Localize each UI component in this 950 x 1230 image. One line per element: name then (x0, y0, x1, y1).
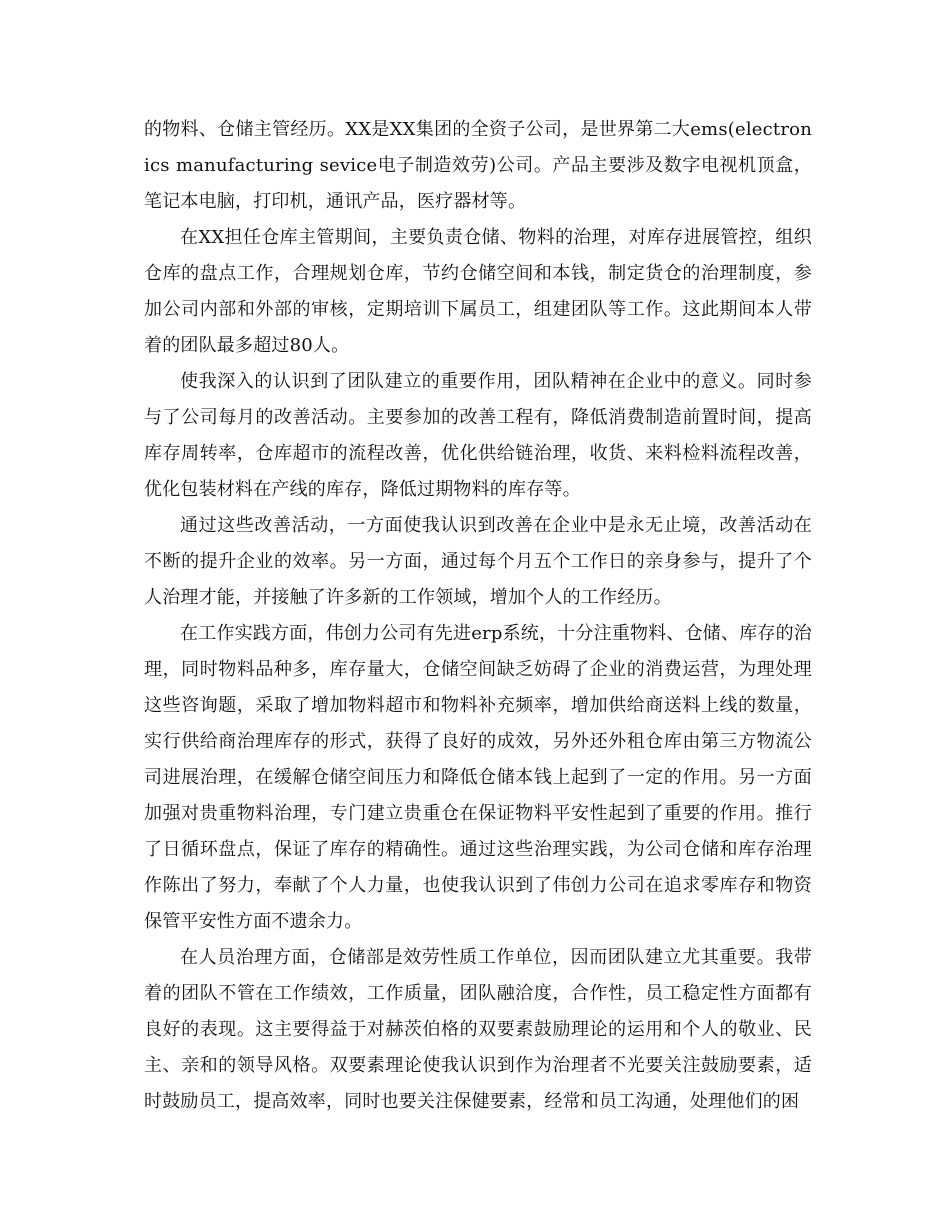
paragraph-1: 的物料、仓储主管经历。XX是XX集团的全资子公司，是世界第二大ems(electronics manufacturing sevice电子制造效劳)公司。产品主要涉及数字电视机顶盒，笔记本电脑，打印机，通讯产品，医疗器材等。 (144, 119, 812, 212)
paragraph-5: 在工作实践方面，伟创力公司有先进erp系统，十分注重物料、仓储、库存的治理，同时物料品种多，库存量大，仓储空间缺乏妨碍了企业的消费运营，为理处理这些咨询题，采取了增加物料超市和物料补充频率，增加供给商送料上线的数量，实行供给商治理库存的形式，获得了良好的成效，另外还外租仓库由第三方物流公司进展治理，在缓解仓储空间压力和降低仓储本钱上起到了一定的作用。另一方面加强对贵重物料治理，专门建立贵重仓在保证物料平安性起到了重要的作用。推行了日循环盘点，保证了库存的精确性。通过这些治理实践，为公司仓储和库存治理作陈出了努力，奉献了个人力量，也使我认识到了伟创力公司在追求零库存和物资保管平安性方面不遗余力。 (144, 623, 812, 932)
paragraph-4: 通过这些改善活动，一方面使我认识到改善在企业中是永无止境，改善活动在不断的提升企业的效率。另一方面，通过每个月五个工作日的亲身参与，提升了个人治理才能，并接触了许多新的工作领域，增加个人的工作经历。 (144, 515, 812, 608)
paragraph-6: 在人员治理方面，仓储部是效劳性质工作单位，因而团队建立尤其重要。我带着的团队不管在工作绩效，工作质量，团队融洽度，合作性，员工稳定性方面都有良好的表现。这主要得益于对赫茨伯格的双要素鼓励理论的运用和个人的敬业、民主、亲和的领导风格。双要素理论使我认识到作为治理者不光要关注鼓励要素，适时鼓励员工，提高效率，同时也要关注保健要素，经常和员工沟通，处理他们的困 (144, 947, 812, 1112)
document-page (144, 112, 812, 1120)
paragraph-2: 在XX担任仓库主管期间，主要负责仓储、物料的治理，对库存进展管控，组织仓库的盘点工作，合理规划仓库，节约仓储空间和本钱，制定货仓的治理制度，参加公司内部和外部的审核，定期培训下属员工，组建团队等工作。这此期间本人带着的团队最多超过80人。 (144, 227, 812, 356)
paragraph-3: 使我深入的认识到了团队建立的重要作用，团队精神在企业中的意义。同时参与了公司每月的改善活动。主要参加的改善工程有，降低消费制造前置时间，提高库存周转率，仓库超市的流程改善，优化供给链治理，收货、来料检料流程改善，优化包装材料在产线的库存，降低过期物料的库存等。 (144, 371, 812, 500)
